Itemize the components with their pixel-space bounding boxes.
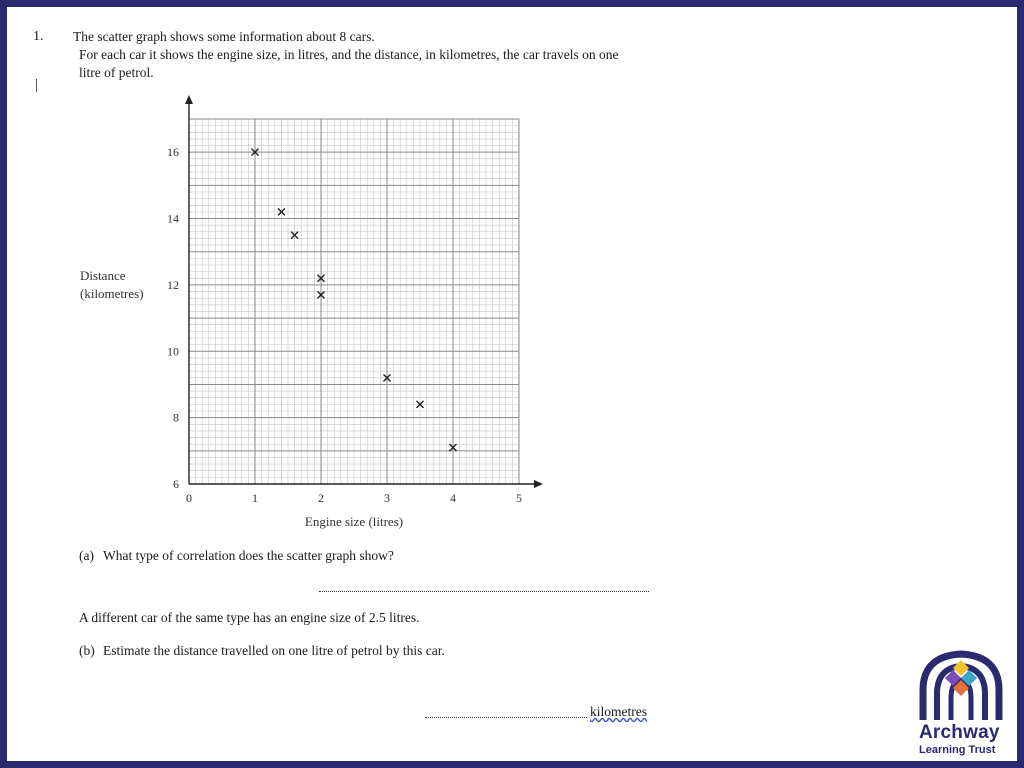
question-line-2: For each car it shows the engine size, in litres, and the distance, in kilometres, the car travels on one [79, 47, 619, 62]
worksheet-page [7, 7, 1017, 761]
part-a-question: What type of correlation does the scatter graph show? [103, 548, 394, 563]
logo-sub: Learning Trust [919, 744, 996, 756]
answer-line-a[interactable] [319, 591, 649, 592]
answer-unit: kilometres [590, 704, 647, 719]
y-axis-label-line1: Distance [80, 268, 126, 283]
y-tick-label: 12 [167, 277, 179, 292]
note-text: A different car of the same type has an engine size of 2.5 litres. [79, 610, 420, 625]
y-tick-label: 10 [167, 344, 179, 359]
stray-mark: | [35, 77, 39, 93]
minor-gridlines [189, 119, 519, 484]
question-number: 1. [33, 29, 44, 44]
x-tick-label: 0 [186, 491, 192, 505]
x-tick-label: 3 [384, 491, 390, 505]
question-line-1: The scatter graph shows some information about 8 cars. [73, 29, 375, 44]
archway-logo [915, 650, 1007, 758]
logo-name: Archway [919, 722, 1000, 743]
x-tick-label: 2 [318, 491, 324, 505]
y-tick-label: 8 [173, 410, 179, 425]
question-line-3: litre of petrol. [79, 65, 154, 80]
y-axis-label-line2: (kilometres) [80, 286, 144, 301]
y-axis-arrow [185, 95, 193, 104]
answer-line-b[interactable] [425, 717, 587, 718]
x-tick-label: 4 [450, 491, 456, 505]
scatter-graph [7, 7, 1017, 567]
y-tick-label: 6 [173, 477, 179, 491]
x-tick-label: 5 [516, 491, 522, 505]
archway-logo-icon [915, 650, 1007, 722]
x-axis-arrow [534, 480, 543, 488]
y-tick-label: 14 [167, 211, 179, 226]
x-tick-label: 1 [252, 491, 258, 505]
part-b-label: (b) [79, 643, 95, 658]
y-tick-label: 16 [167, 145, 179, 160]
part-a-label: (a) [79, 548, 94, 563]
part-b-question: Estimate the distance travelled on one litre of petrol by this car. [103, 643, 445, 658]
x-axis-label: Engine size (litres) [304, 514, 404, 529]
